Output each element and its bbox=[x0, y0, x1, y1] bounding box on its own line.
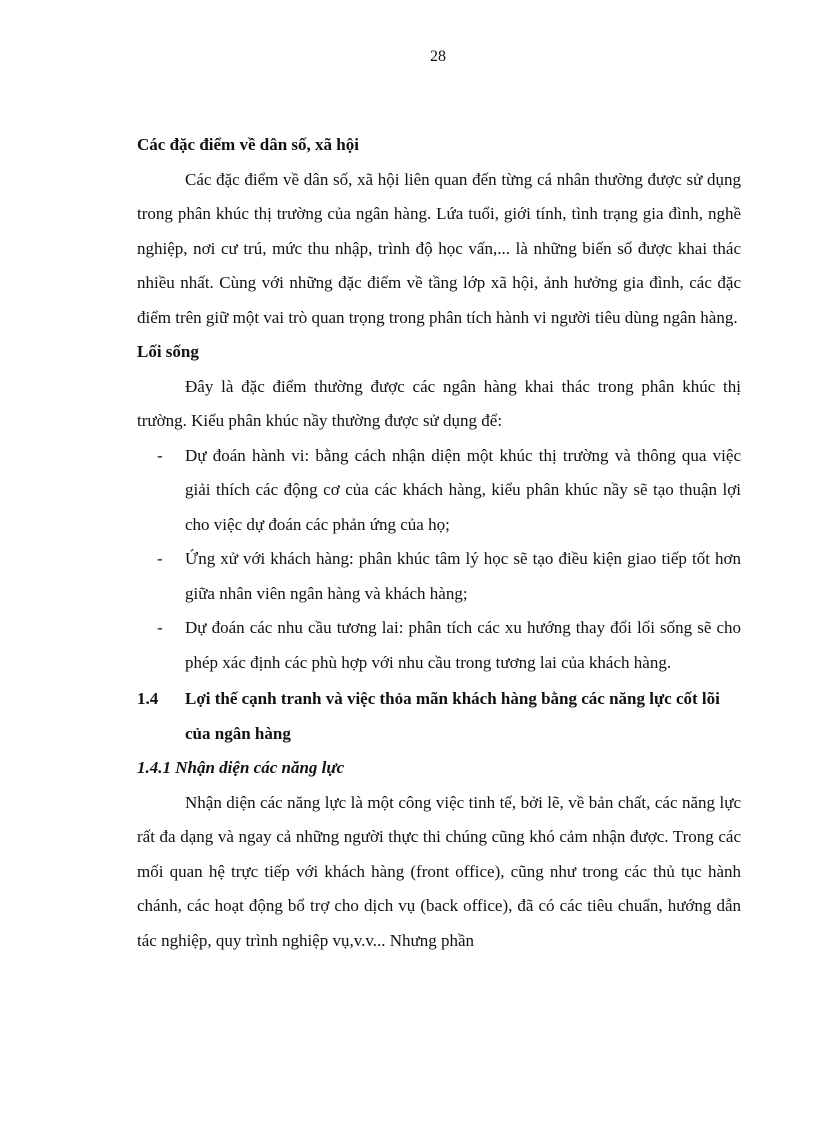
paragraph-competencies: Nhận diện các năng lực là một công việc tinh tế, bởi lẽ, về bản chất, các năng lực rất đa dạng và ngay cả những người thực thi chúng cũng khó cảm nhận được. Trong các mối quan hệ trực tiếp với khách hàng (front office), cũng như trong các thủ tục hành chánh, các hoạt động bổ trợ cho dịch vụ (back office), đã có các tiêu chuẩn, hướng dẫn tác nghiệp, quy trình nghiệp vụ,v.v... Nhưng phần bbox=[137, 792, 741, 950]
subsection-title: 1.4.1 Nhận diện các năng lực bbox=[137, 758, 345, 777]
heading-lifestyle: Lối sống bbox=[137, 342, 199, 361]
bullet-list bbox=[137, 439, 741, 681]
page-number: 28 bbox=[430, 48, 446, 65]
section-number: 1.4 bbox=[137, 689, 159, 708]
section-heading bbox=[137, 680, 741, 751]
bullet-dash: - bbox=[157, 445, 163, 465]
list-item bbox=[137, 611, 741, 680]
list-item-text: Ứng xử với khách hàng: phân khúc tâm lý học sẽ tạo điều kiện giao tiếp tốt hơn giữa nhân viên ngân hàng và khách hàng; bbox=[185, 549, 741, 603]
bullet-dash: - bbox=[157, 549, 163, 568]
list-item bbox=[137, 542, 741, 611]
document-body bbox=[137, 128, 741, 958]
section-title: Lợi thế cạnh tranh và việc thỏa mãn khách hàng bằng các năng lực cốt lõi của ngân hàng bbox=[185, 689, 720, 743]
bullet-dash: - bbox=[157, 618, 163, 637]
heading-demographic: Các đặc điểm về dân số, xã hội bbox=[137, 135, 359, 154]
list-item-text: Dự đoán hành vi: bằng cách nhận diện một khúc thị trường và thông qua việc giải thích các động cơ của các khách hàng, kiểu phân khúc nầy sẽ tạo thuận lợi cho việc dự đoán các phản ứng của họ; bbox=[185, 445, 741, 534]
list-item bbox=[137, 439, 741, 543]
list-item-text: Dự đoán các nhu cầu tương lai: phân tích các xu hướng thay đổi lối sống sẽ cho phép xác định các phù hợp với nhu cầu trong tương lai của khách hàng. bbox=[185, 618, 741, 672]
paragraph-demographic: Các đặc điểm về dân số, xã hội liên quan đến từng cá nhân thường được sử dụng trong phân khúc thị trường của ngân hàng. Lứa tuổi, giới tính, tình trạng gia đình, nghề nghiệp, nơi cư trú, mức thu nhập, trình độ học vấn,... là những biến số được khai thác nhiều nhất. Cùng với những đặc điểm về tầng lớp xã hội, ảnh hưởng gia đình, các đặc điểm trên giữ một vai trò quan trọng trong phân tích hành vi người tiêu dùng ngân hàng. bbox=[137, 169, 741, 327]
paragraph-lifestyle: Đây là đặc điểm thường được các ngân hàng khai thác trong phân khúc thị trường. Kiểu phân khúc nầy thường được sử dụng để: bbox=[137, 376, 741, 430]
